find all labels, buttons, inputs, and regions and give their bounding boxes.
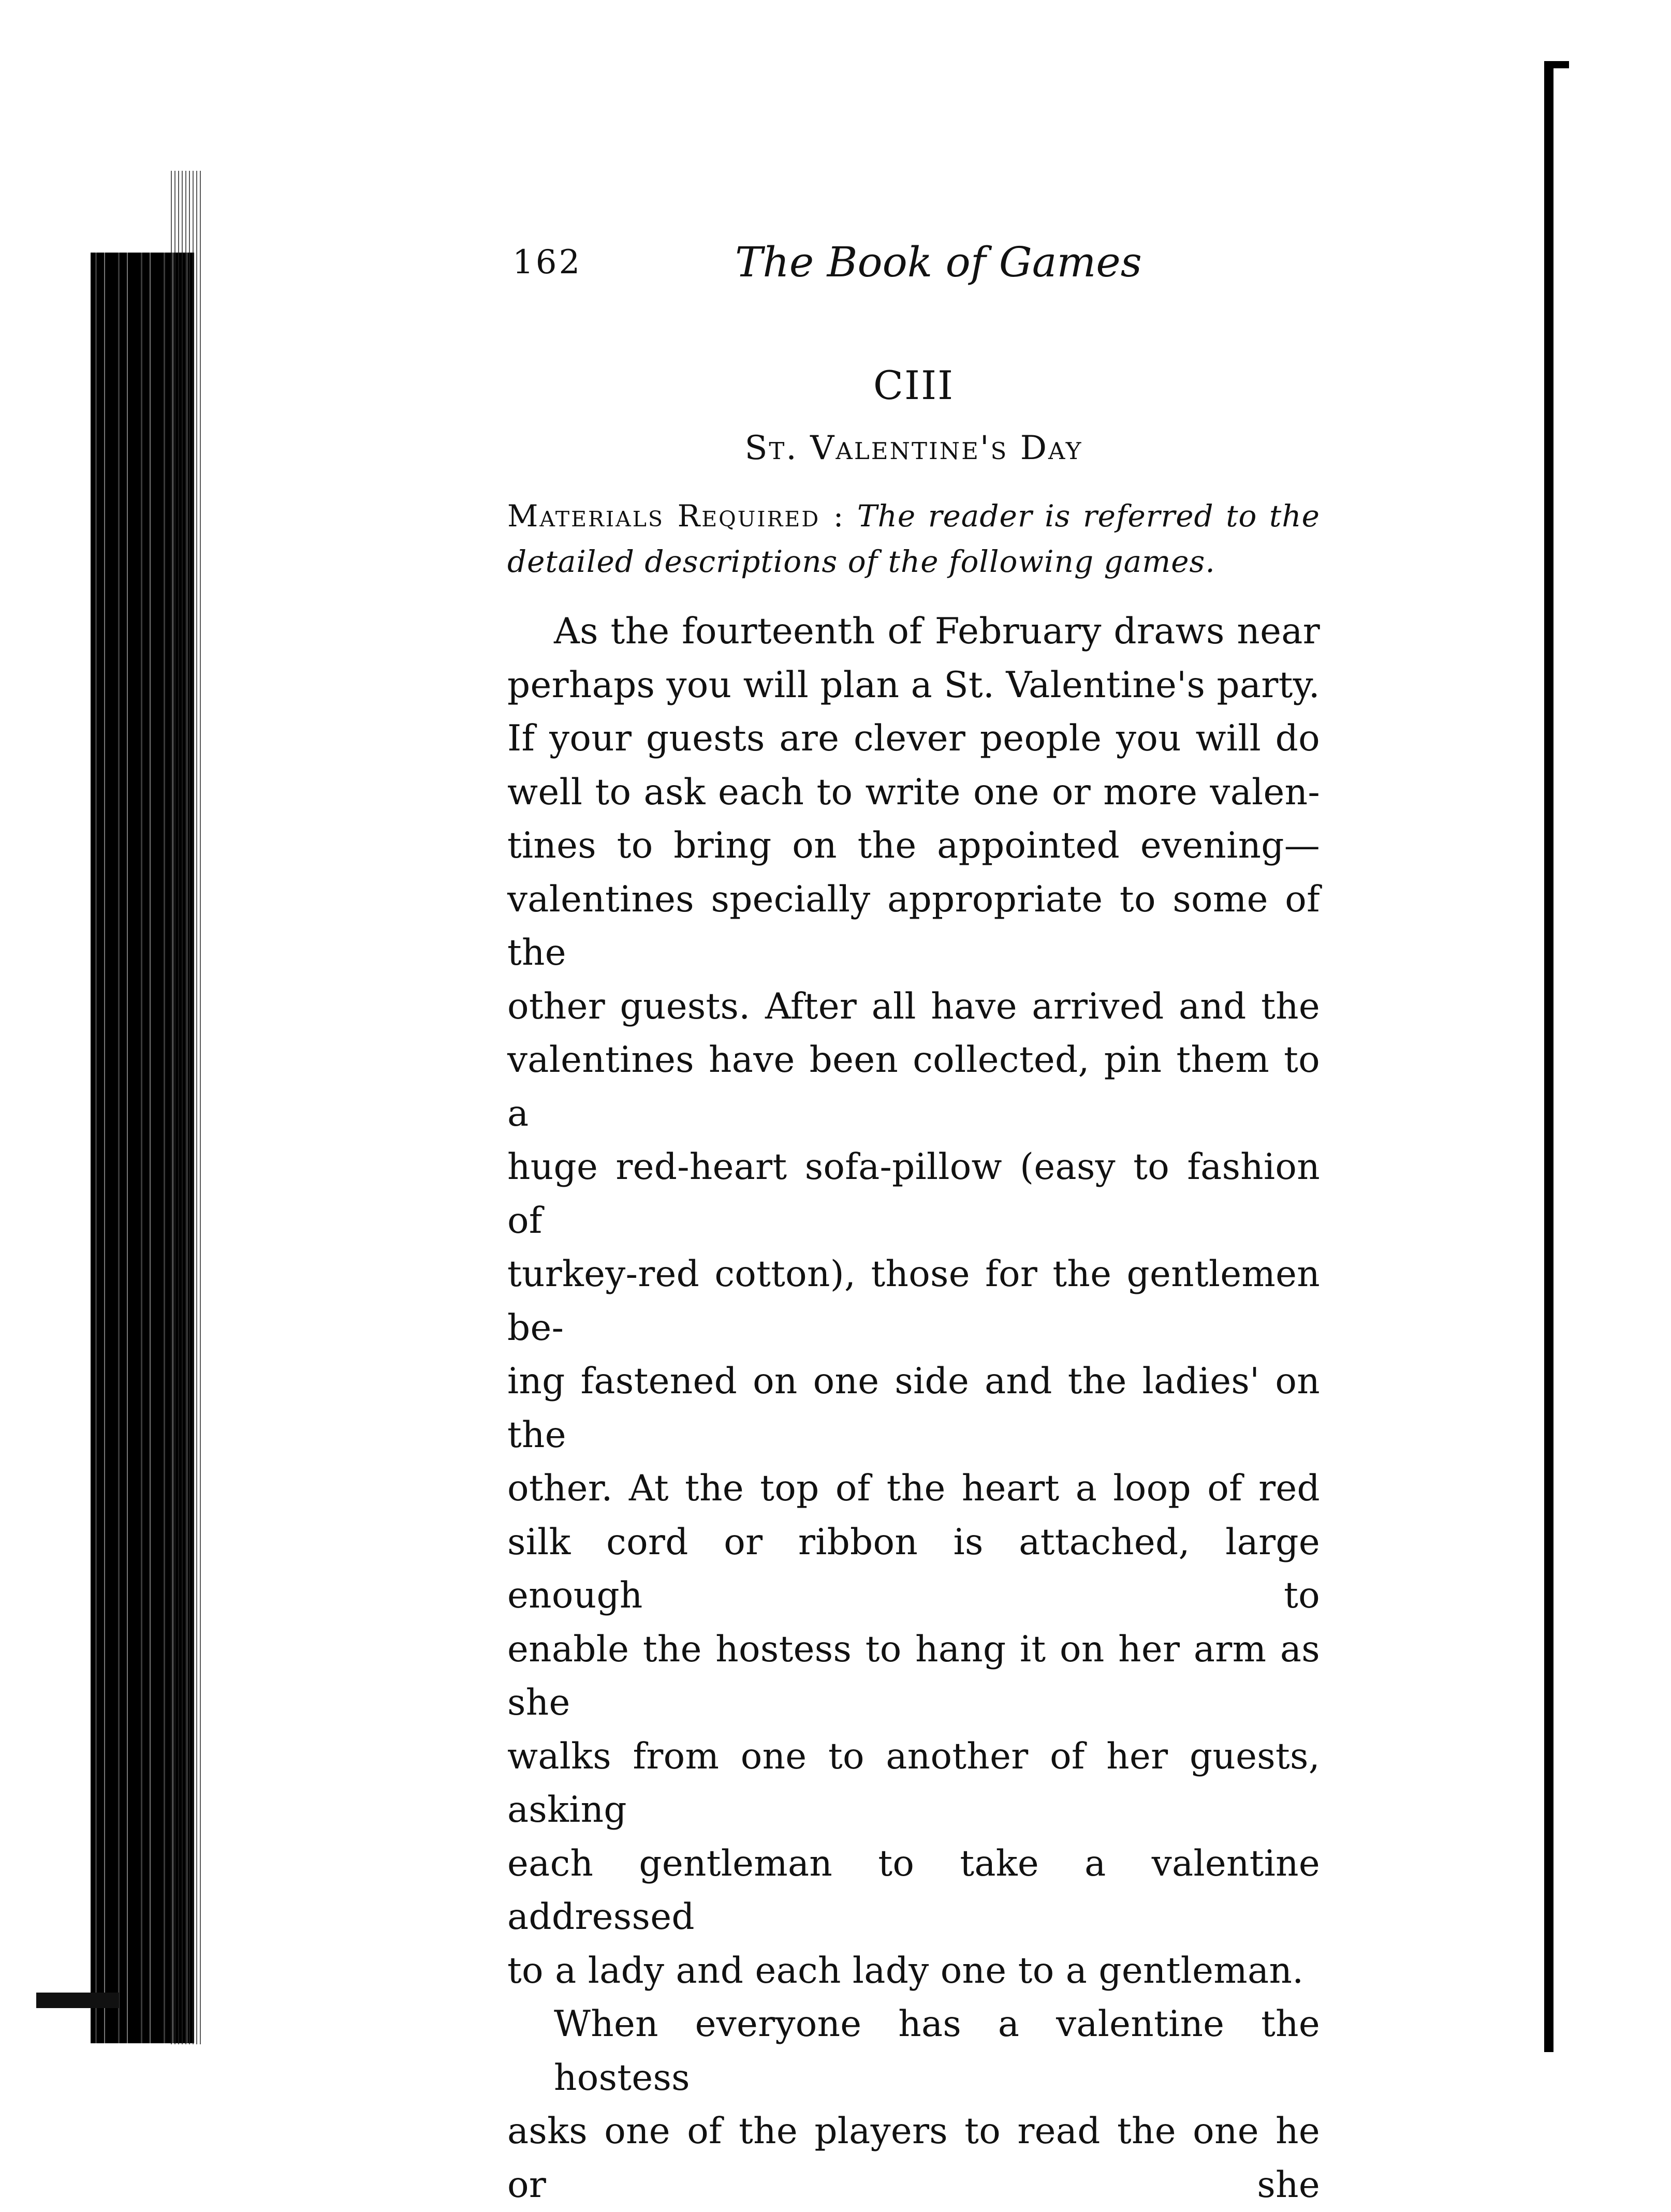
text-line: turkey-red cotton), those for the gentlemen be- <box>507 1254 1320 1349</box>
text-line: asks one of the players to read the one he or she <box>507 2111 1320 2206</box>
page-number: 162 <box>512 243 582 282</box>
text-line: When everyone has a valentine the hostess <box>554 2003 1320 2099</box>
page-gutter-scan-artifact <box>171 171 202 2044</box>
spine-foot-scan-artifact <box>36 1993 119 2008</box>
text-line: silk cord or ribbon is attached, large enough to <box>507 1521 1320 1616</box>
text-line: to a lady and each lady one to a gentleman. <box>507 1950 1304 1992</box>
chapter-number: CIII <box>873 362 955 408</box>
text-line: enable the hostess to hang it on her arm as she <box>507 1628 1320 1723</box>
text-line: valentines have been collected, pin them to a <box>507 1039 1320 1134</box>
text-line: If your guests are clever people you will do <box>507 718 1320 759</box>
right-page-edge-artifact <box>1544 65 1553 2052</box>
book-page <box>507 228 1320 2212</box>
running-title: The Book of Games <box>735 238 1142 286</box>
text-line: As the fourteenth of February draws near <box>554 611 1320 652</box>
chapter-title: St. Valentine's Day <box>744 429 1083 467</box>
page-header <box>507 228 1320 300</box>
materials-label: Materials Required : <box>507 498 845 534</box>
paragraph-1 <box>507 605 1320 1998</box>
text-line: each gentleman to take a valentine addressed <box>507 1842 1320 1938</box>
paragraph-2 <box>507 1998 1320 2212</box>
text-line: valentines specially appropriate to some of the <box>507 878 1320 974</box>
text-line: walks from one to another of her guests, asking <box>507 1735 1320 1831</box>
text-line: tines to bring on the appointed evening— <box>507 825 1320 866</box>
materials-required <box>507 493 1320 584</box>
text-line: huge red-heart sofa-pillow (easy to fashion of <box>507 1146 1320 1242</box>
text-line: perhaps you will plan a St. Valentine's party. <box>507 664 1320 706</box>
text-line: other guests. After all have arrived and the <box>507 985 1320 1027</box>
text-line: well to ask each to write one or more valen- <box>507 771 1320 813</box>
materials-text: The reader is referred to the detailed descriptions of the following games. <box>507 498 1320 579</box>
text-line: other. At the top of the heart a loop of red <box>507 1468 1320 1509</box>
text-line: ing fastened on one side and the ladies' on the <box>507 1361 1320 1456</box>
